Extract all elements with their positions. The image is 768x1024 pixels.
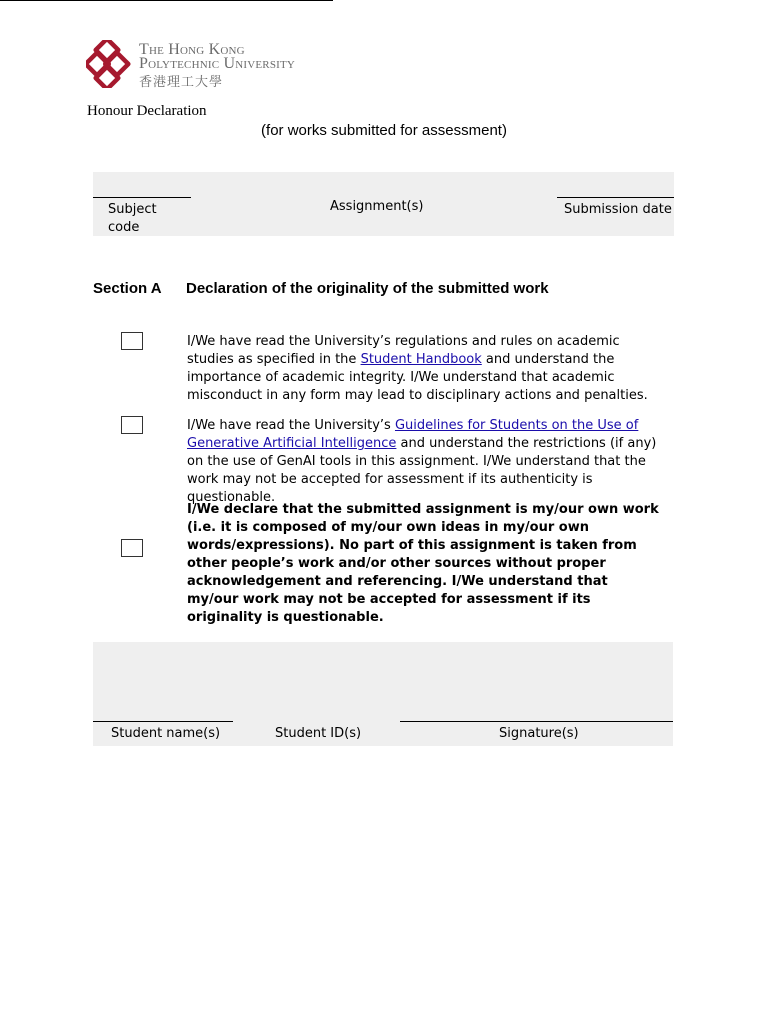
declaration-1-text: I/We have read the University’s regulations and rules on academic studies as specified in the	[187, 334, 620, 367]
declaration-checkbox-2[interactable]	[121, 416, 143, 434]
declaration-1-text-rest: and understand the importance of academic integrity. I/We understand that academic misconduct in any form may lead to disciplinary actions and penalties.	[187, 352, 648, 403]
genai-guidelines-link[interactable]: Guidelines for Students on the Use of Generative Artificial Intelligence	[187, 418, 639, 451]
submission-date-label: Submission date	[564, 202, 672, 217]
submission-date-line	[557, 197, 674, 198]
logo-text-chinese: 香港理工大學	[139, 75, 224, 90]
submission-info-box	[93, 172, 674, 236]
student-name-line	[93, 721, 233, 722]
student-name-label: Student name(s)	[111, 726, 221, 741]
assignment-label: Assignment(s)	[330, 199, 424, 214]
section-a-heading	[93, 280, 549, 297]
signature-label: Signature(s)	[499, 726, 579, 741]
declaration-item-1	[187, 333, 662, 405]
declaration-item-2	[187, 417, 662, 507]
declaration-2-text: I/We have read the University’s	[187, 418, 395, 433]
declaration-checkbox-3[interactable]	[121, 539, 143, 557]
student-info-box	[93, 642, 673, 746]
declaration-item-3: I/We declare that the submitted assignment is my/our own work (i.e. it is composed of my/our own ideas in my/our own words/expressions). No part of this assignment is taken from other people’s work and/or other sources without proper acknowledgement and referencing. I/We understand that my/our work may not be accepted for assessment if its originality is questionable.	[187, 502, 659, 625]
subject-code-label: Subject code	[108, 202, 157, 235]
subject-code-line	[93, 197, 191, 198]
university-logo	[86, 40, 346, 92]
page-title: Honour Declaration	[87, 103, 207, 119]
page-subtitle: (for works submitted for assessment)	[261, 122, 507, 139]
student-id-label: Student ID(s)	[275, 726, 362, 741]
top-rule	[0, 0, 333, 1]
polyu-emblem-icon	[86, 40, 136, 88]
declaration-2-text-rest: and understand the restrictions (if any) on the use of GenAI tools in this assignment. I/We understand that the work may not be accepted for assessment if its authenticity is questionable.	[187, 436, 657, 505]
logo-text-line2: Polytechnic University	[139, 55, 296, 72]
logo-text-line1: The Hong Kong	[139, 41, 245, 58]
section-a-title: Declaration of the originality of the submitted work	[186, 280, 549, 297]
student-handbook-link[interactable]: Student Handbook	[360, 352, 482, 367]
section-a-number: Section A	[93, 280, 162, 297]
declaration-checkbox-1[interactable]	[121, 332, 143, 350]
signature-line	[400, 721, 673, 722]
